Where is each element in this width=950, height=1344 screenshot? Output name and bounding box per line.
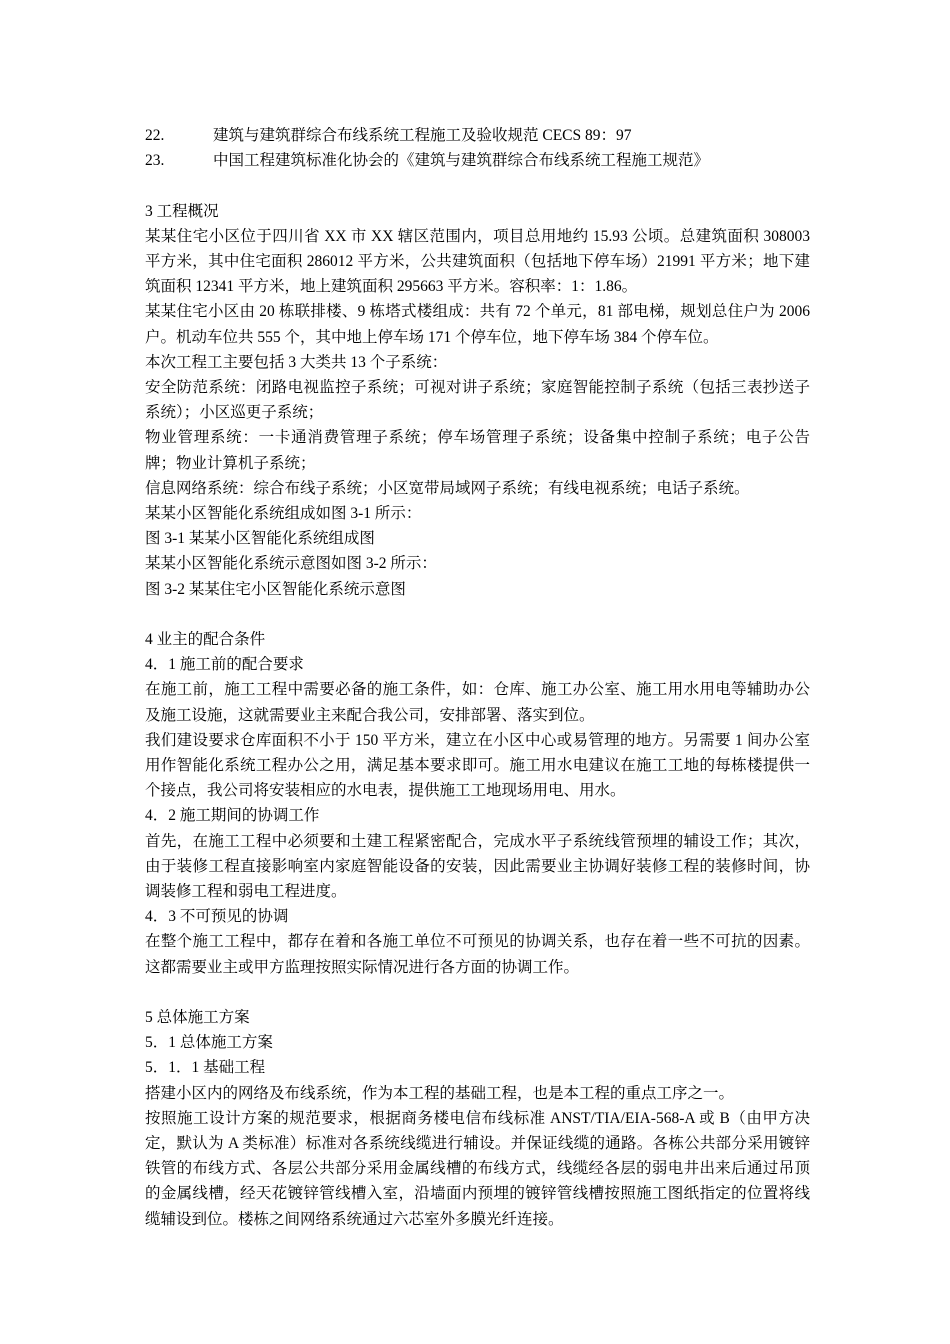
list-number: 22.: [145, 127, 165, 144]
list-text: 中国工程建筑标准化协会的《建筑与建筑群综合布线系统工程施工规范》: [213, 152, 710, 170]
list-item: [145, 123, 810, 148]
spacer: [145, 173, 810, 198]
section-heading-4: 4 业主的配合条件: [145, 631, 266, 649]
paragraph: 物业管理系统：一卡通消费管理子系统；停车场管理子系统；设备集中控制子系统；电子公告牌；物业计算机子系统；: [145, 429, 810, 472]
paragraph: 信息网络系统：综合布线子系统；小区宽带局域网子系统；有线电视系统；电话子系统。: [145, 479, 750, 497]
paragraph: 某某小区智能化系统示意图如图 3-2 所示：: [145, 555, 437, 573]
list-number: 23.: [145, 152, 165, 170]
subsection-heading: 4．1 施工前的配合要求: [145, 656, 304, 674]
paragraph: 安全防范系统：闭路电视监控子系统；可视对讲子系统；家庭智能控制子系统（包括三表抄送子系统）；小区巡更子系统；: [145, 379, 810, 422]
paragraph: 在施工前，施工工程中需要必备的施工条件，如：仓库、施工办公室、施工用水用电等辅助办公及施工设施，这就需要业主来配合我公司，安排部署、落实到位。: [145, 681, 810, 724]
paragraph: 搭建小区内的网络及布线系统，作为本工程的基础工程，也是本工程的重点工序之一。: [145, 1084, 735, 1102]
paragraph: 首先，在施工工程中必须要和土建工程紧密配合，完成水平子系统线管预埋的辅设工作；其次，由于装修工程直接影响室内家庭智能设备的安装，因此需要业主协调好装修工程的装修时间，协调装修工程和弱电工程进度。: [145, 832, 810, 901]
subsection-heading: 4．2 施工期间的协调工作: [145, 807, 320, 825]
figure-caption: 图 3-1 某某小区智能化系统组成图: [145, 530, 375, 548]
figure-caption: 图 3-2 某某住宅小区智能化系统示意图: [145, 580, 406, 598]
spacer: [145, 602, 810, 627]
list-text: 建筑与建筑群综合布线系统工程施工及验收规范 CECS 89：97: [213, 127, 632, 144]
list-item: [145, 148, 810, 173]
paragraph: 某某住宅小区位于四川省 XX 市 XX 辖区范围内，项目总用地约 15.93 公顷。总建筑面积 308003 平方米，其中住宅面积 286012 平方米，公共建筑面积（包括地下停车场）21991 平方米；地下建筑面积 12341 平方米，地上建筑面积 295663 平方米。容积率：1：1.86。: [145, 227, 810, 296]
paragraph: 在整个施工工程中，都存在着和各施工单位不可预见的协调关系，也存在着一些不可抗的因素。这都需要业主或甲方监理按照实际情况进行各方面的协调工作。: [145, 933, 810, 976]
paragraph: 本次工程工主要包括 3 大类共 13 个子系统：: [145, 353, 448, 371]
paragraph: 我们建设要求仓库面积不小于 150 平方米，建立在小区中心或易管理的地方。另需要 1 间办公室用作智能化系统工程办公之用，满足基本要求即可。施工用水电建议在施工工地的每栋楼提供一个接点，我公司将安装相应的水电表，提供施工工地现场用电、用水。: [145, 731, 810, 800]
paragraph: 按照施工设计方案的规范要求，根据商务楼电信布线标准 ANST/TIA/EIA-568-A 或 B（由甲方决定，默认为 A 类标准）标准对各系统线缆进行辅设。并保证线缆的通路。各栋公共部分采用镀锌铁管的布线方式、各层公共部分采用金属线槽的布线方式，线缆经各层的弱电井出来后通过吊顶的金属线槽，经天花镀锌管线槽入室，沿墙面内预埋的镀锌管线槽按照施工图纸指定的位置将线缆辅设到位。楼栋之间网络系统通过六芯室外多膜光纤连接。: [145, 1109, 810, 1228]
section-heading-5: 5 总体施工方案: [145, 1009, 250, 1027]
spacer: [145, 980, 810, 1005]
subsection-heading: 5．1 总体施工方案: [145, 1034, 273, 1052]
paragraph: 某某小区智能化系统组成如图 3-1 所示：: [145, 505, 422, 523]
document-page: [145, 123, 810, 1232]
section-heading-3: 3 工程概况: [145, 202, 219, 220]
subsection-heading: 5．1．1 基础工程: [145, 1059, 266, 1077]
paragraph: 某某住宅小区由 20 栋联排楼、9 栋塔式楼组成：共有 72 个单元，81 部电梯，规划总住户为 2006 户。机动车位共 555 个，其中地上停车场 171 个停车位，地下停车场 384 个停车位。: [145, 303, 810, 346]
subsection-heading: 4．3 不可预见的协调: [145, 908, 289, 926]
